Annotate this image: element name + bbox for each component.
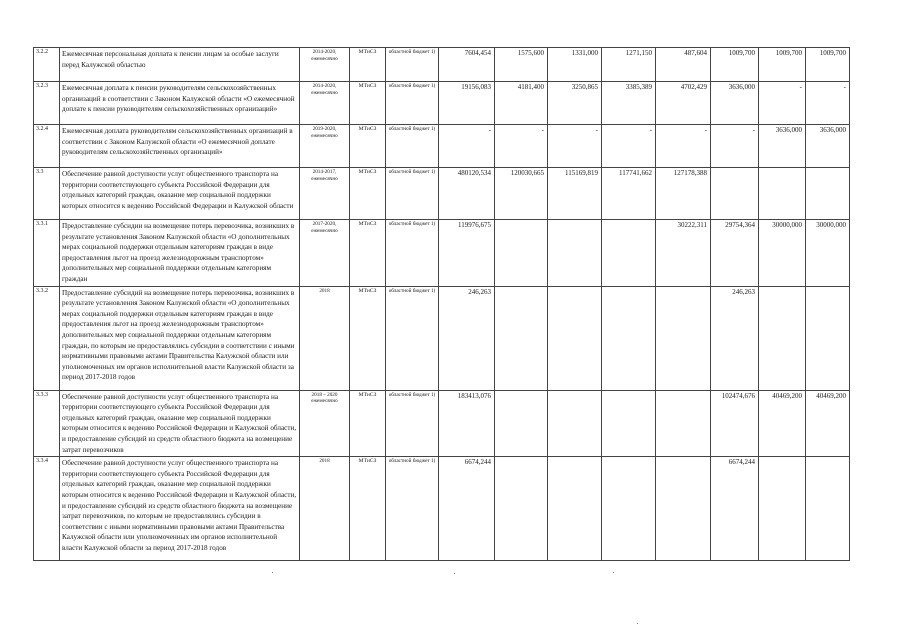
funding-source: областной бюджет 1) xyxy=(386,48,439,82)
responsible-executor: МТиСЗ xyxy=(350,48,386,82)
responsible-executor: МТиСЗ xyxy=(350,82,386,125)
row-number: 3.3.2 xyxy=(34,286,60,390)
amount-cell xyxy=(602,286,656,390)
table-row xyxy=(34,220,850,287)
amount-cell xyxy=(548,220,602,287)
amount-cell: 3636,000 xyxy=(806,125,850,168)
amount-cell xyxy=(495,390,548,457)
row-number: 3.3.1 xyxy=(34,220,60,287)
amount-cell: 119976,675 xyxy=(439,220,495,287)
scan-speck xyxy=(637,623,638,624)
funding-source: областной бюджет 1) xyxy=(386,286,439,390)
funding-source: областной бюджет 1) xyxy=(386,390,439,457)
amount-cell: 19156,083 xyxy=(439,82,495,125)
amount-cell: 40469,200 xyxy=(759,390,806,457)
amount-cell xyxy=(759,286,806,390)
amount-cell xyxy=(759,168,806,220)
amount-cell: - xyxy=(759,82,806,125)
amount-cell xyxy=(602,220,656,287)
amount-cell: - xyxy=(656,125,711,168)
amount-cell: 6674,244 xyxy=(439,457,495,561)
scan-speck xyxy=(613,572,614,573)
row-number: 3.2.3 xyxy=(34,82,60,125)
implementation-period: 2014-2020, ежемесячно xyxy=(300,82,350,125)
amount-cell xyxy=(548,390,602,457)
amount-cell: 3636,000 xyxy=(711,82,759,125)
amount-cell: 480120,534 xyxy=(439,168,495,220)
table-row xyxy=(34,168,850,220)
scan-speck xyxy=(454,573,455,574)
funding-source: областной бюджет 1) xyxy=(386,168,439,220)
responsible-executor: МТиСЗ xyxy=(350,286,386,390)
amount-cell: 246,263 xyxy=(439,286,495,390)
amount-cell xyxy=(495,220,548,287)
activity-description: Ежемесячная персональная доплата к пенсии лицам за особые заслуги перед Калужской областью xyxy=(60,48,300,82)
amount-cell: 3636,000 xyxy=(759,125,806,168)
funding-source: областной бюджет 1) xyxy=(386,457,439,561)
amount-cell xyxy=(548,286,602,390)
funding-source: областной бюджет 1) xyxy=(386,82,439,125)
amount-cell: 1331,000 xyxy=(548,48,602,82)
amount-cell: - xyxy=(602,125,656,168)
amount-cell: 115169,819 xyxy=(548,168,602,220)
amount-cell: 1009,700 xyxy=(711,48,759,82)
row-number: 3.2.4 xyxy=(34,125,60,168)
amount-cell xyxy=(602,390,656,457)
amount-cell: - xyxy=(548,125,602,168)
amount-cell xyxy=(806,457,850,561)
funding-source: областной бюджет 1) xyxy=(386,125,439,168)
implementation-period: 2019-2020, ежемесячно xyxy=(300,125,350,168)
row-number: 3.2.2 xyxy=(34,48,60,82)
amount-cell: - xyxy=(495,125,548,168)
amount-cell: 183413,076 xyxy=(439,390,495,457)
amount-cell: 4181,400 xyxy=(495,82,548,125)
scan-speck xyxy=(272,572,273,573)
amount-cell xyxy=(548,457,602,561)
amount-cell: 40469,200 xyxy=(806,390,850,457)
amount-cell: 30000,000 xyxy=(806,220,850,287)
implementation-period: 2018 xyxy=(300,286,350,390)
implementation-period: 2014-2017, ежемесячно xyxy=(300,168,350,220)
amount-cell: 3250,865 xyxy=(548,82,602,125)
amount-cell: 4702,429 xyxy=(656,82,711,125)
activity-description: Предоставление субсидии на возмещение потерь перевозчика, возникших в результате установления Законом Калужской области «О дополнительных мерах социальной поддержки отдельным категориям граждан в виде предоставления льгот на проезд железнодорожным транспортом» дополнительных мер социальной поддержки отдельным категориям граждан xyxy=(60,220,300,287)
implementation-period: 2014-2020, ежемесячно xyxy=(300,48,350,82)
amount-cell: 1009,700 xyxy=(759,48,806,82)
table-row xyxy=(34,125,850,168)
amount-cell xyxy=(806,286,850,390)
table-row xyxy=(34,390,850,457)
amount-cell: 102474,676 xyxy=(711,390,759,457)
amount-cell xyxy=(495,286,548,390)
row-number: 3.3.3 xyxy=(34,390,60,457)
responsible-executor: МТиСЗ xyxy=(350,220,386,287)
activity-description: Ежемесячная доплата руководителям сельскохозяйственных организаций в соответствии с Законом Калужской области «О ежемесячной доплате руководителям сельскохозяйственных организаций» xyxy=(60,125,300,168)
amount-cell: 1271,150 xyxy=(602,48,656,82)
amount-cell xyxy=(656,390,711,457)
amount-cell: 7604,454 xyxy=(439,48,495,82)
implementation-period: 2018 xyxy=(300,457,350,561)
activity-description: Предоставление субсидий на возмещение потерь перевозчика, возникших в результате установления Законом Калужской области «О дополнительных мерах социальной поддержки отдельным категориям граждан в виде предоставления льгот на проезд железнодорожным транспортом» дополнительных мер социальной поддержки отдельным категориям граждан, по которым не предоставлялись субсидии в соответствии с иными нормативными правовыми актами Правительства Калужской области или уполномоченных им органов исполнительной власти Калужской области за период 2017-2018 годов xyxy=(60,286,300,390)
amount-cell: 30222,311 xyxy=(656,220,711,287)
responsible-executor: МТиСЗ xyxy=(350,125,386,168)
amount-cell: 6674,244 xyxy=(711,457,759,561)
activity-description: Обеспечение равной доступности услуг общественного транспорта на территории соответствующего субъекта Российской Федерации для отдельных категорий граждан, оказание мер социальной поддержки которым относится к ведению Российской Федерации и Калужской области, и предоставление субсидий из средств областного бюджета на возмещение затрат перевозчиков xyxy=(60,390,300,457)
amount-cell: 29754,364 xyxy=(711,220,759,287)
amount-cell: 487,604 xyxy=(656,48,711,82)
responsible-executor: МТиСЗ xyxy=(350,168,386,220)
amount-cell xyxy=(656,457,711,561)
amount-cell: - xyxy=(806,82,850,125)
amount-cell: 246,263 xyxy=(711,286,759,390)
amount-cell: 3385,389 xyxy=(602,82,656,125)
responsible-executor: МТиСЗ xyxy=(350,390,386,457)
amount-cell: 120030,665 xyxy=(495,168,548,220)
amount-cell xyxy=(711,168,759,220)
table-row xyxy=(34,48,850,82)
funding-source: областной бюджет 1) xyxy=(386,220,439,287)
amount-cell xyxy=(656,286,711,390)
amount-cell xyxy=(806,168,850,220)
responsible-executor: МТиСЗ xyxy=(350,457,386,561)
amount-cell xyxy=(495,457,548,561)
table-row xyxy=(34,82,850,125)
table-row xyxy=(34,286,850,390)
table-row xyxy=(34,457,850,561)
activity-description: Ежемесячная доплата к пенсии руководителям сельскохозяйственных организаций в соответствии с Законом Калужской области «О ежемесячной доплате к пенсии руководителям сельскохозяйственных организаций» xyxy=(60,82,300,125)
row-number: 3.3.4 xyxy=(34,457,60,561)
implementation-period: 2018 – 2020 ежемесячно xyxy=(300,390,350,457)
amount-cell xyxy=(602,457,656,561)
implementation-period: 2017-2020, ежемесячно xyxy=(300,220,350,287)
amount-cell: 1575,600 xyxy=(495,48,548,82)
amount-cell: 117741,662 xyxy=(602,168,656,220)
program-activities-table xyxy=(33,47,850,561)
amount-cell: 1009,700 xyxy=(806,48,850,82)
amount-cell: 127178,388 xyxy=(656,168,711,220)
activity-description: Обеспечение равной доступности услуг общественного транспорта на территории соответствующего субъекта Российской Федерации для отдельных категорий граждан, оказание мер социальной поддержки которых относится к ведению Российской Федерации и Калужской области xyxy=(60,168,300,220)
row-number: 3.3 xyxy=(34,168,60,220)
amount-cell: - xyxy=(439,125,495,168)
amount-cell: 30000,000 xyxy=(759,220,806,287)
activity-description: Обеспечение равной доступности услуг общественного транспорта на территории соответствующего субъекта Российской Федерации для отдельных категорий граждан, оказание мер социальной поддержки которым относится к ведению Российской Федерации и Калужской области, и предоставление субсидий из средств областного бюджета на возмещение затрат перевозчиков, по которым не предоставлялись субсидии в соответствии с иными нормативными правовыми актами Правительства Калужской области или уполномоченных им органов исполнительной власти Калужской области за период 2017-2018 годов xyxy=(60,457,300,561)
amount-cell: - xyxy=(711,125,759,168)
amount-cell xyxy=(759,457,806,561)
